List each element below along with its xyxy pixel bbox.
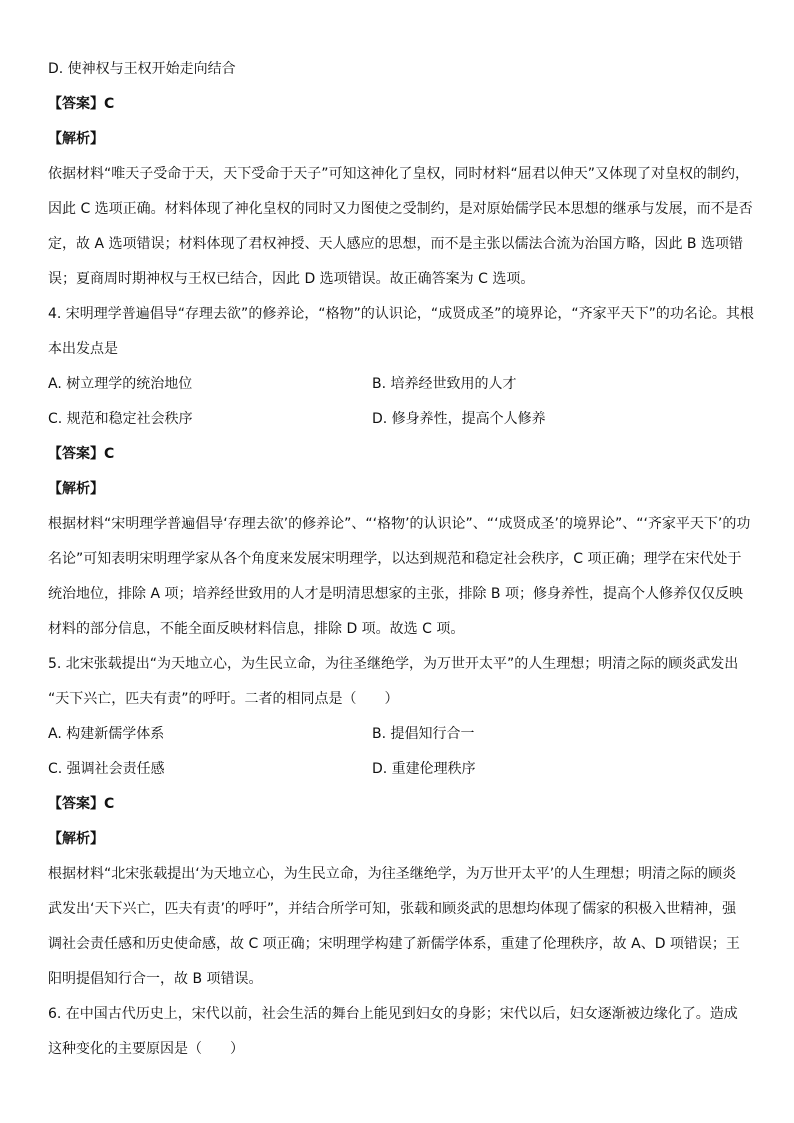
- q5-analysis-line: 调社会责任感和历史使命感，故 C 项正确；宋明理学构建了新儒学体系，重建了伦理秩序，故 A、D 项错误；王: [48, 936, 740, 952]
- q5-options-row-2: [48, 752, 748, 787]
- q5-option-a: A. 构建新儒学体系: [48, 726, 165, 742]
- q6-stem-line: 6. 在中国古代历史上，宋代以前，社会生活的舞台上能见到妇女的身影；宋代以后，妇女逐渐被边缘化了。造成: [48, 1006, 738, 1022]
- q5-analysis-line: 阳明提倡知行合一，故 B 项错误。: [48, 971, 263, 987]
- q5-analysis-line: 根据材料“北宋张载提出‘为天地立心，为生民立命，为往圣继绝学，为万世开太平’的人生理想；明清之际的顾炎: [48, 866, 737, 882]
- q4-stem-line: 4. 宋明理学普遍倡导“存理去欲”的修养论，“格物”的认识论，“成贤成圣”的境界论，“齐家平天下”的功名论。其根: [48, 306, 754, 322]
- document-page: [48, 52, 754, 1067]
- q4-options-row-2: [48, 402, 748, 437]
- q5-option-c: C. 强调社会责任感: [48, 761, 165, 777]
- q4-option-b: B. 培养经世致用的人才: [372, 376, 517, 392]
- q5-analysis-label: 【解析】: [48, 831, 104, 847]
- q5-stem-line: “天下兴亡，匹夫有责”的呼吁。二者的相同点是（ ）: [48, 691, 399, 707]
- q5-options-row-1: [48, 717, 748, 752]
- q6-stem-line: 这种变化的主要原因是（ ）: [48, 1041, 244, 1057]
- q4-analysis-label: 【解析】: [48, 481, 104, 497]
- q4-option-a: A. 树立理学的统治地位: [48, 376, 193, 392]
- q4-analysis-line: 统治地位，排除 A 项；培养经世致用的人才是明清思想家的主张，排除 B 项；修身养性，提高个人修养仅仅反映: [48, 586, 743, 602]
- q4-analysis-line: 根据材料“宋明理学普遍倡导‘存理去欲’的修养论”、“‘格物’的认识论”、“‘成贤成圣’的境界论”、“‘齐家平天下’的功: [48, 516, 751, 532]
- q5-analysis-line: 武发出‘天下兴亡，匹夫有责’的呼吁”，并结合所学可知，张载和顾炎武的思想均体现了儒家的积极入世精神，强: [48, 901, 737, 917]
- q5-option-d: D. 重建伦理秩序: [372, 761, 476, 777]
- q4-analysis-line: 材料的部分信息，不能全面反映材料信息，排除 D 项。故选 C 项。: [48, 621, 465, 637]
- q5-option-b: B. 提倡知行合一: [372, 726, 475, 742]
- q5-answer: 【答案】C: [48, 796, 115, 812]
- q3-analysis-line: 误；夏商周时期神权与王权已结合，因此 D 选项错误。故正确答案为 C 选项。: [48, 271, 535, 287]
- q3-analysis-line: 依据材料“唯天子受命于天，天下受命于天子”可知这神化了皇权，同时材料“屈君以伸天”又体现了对皇权的制约，: [48, 166, 750, 182]
- q3-analysis-line: 因此 C 选项正确。材料体现了神化皇权的同时又力图使之受制约，是对原始儒学民本思想的继承与发展，而不是否: [48, 201, 753, 217]
- q4-option-c: C. 规范和稳定社会秩序: [48, 411, 193, 427]
- q4-stem-line: 本出发点是: [48, 341, 118, 357]
- q3-option-d: D. 使神权与王权开始走向结合: [48, 61, 236, 77]
- q4-options-row-1: [48, 367, 748, 402]
- q3-answer: 【答案】C: [48, 96, 115, 112]
- q5-stem-line: 5. 北宋张载提出“为天地立心，为生民立命，为往圣继绝学，为万世开太平”的人生理想；明清之际的顾炎武发出: [48, 656, 739, 672]
- q4-option-d: D. 修身养性，提高个人修养: [372, 411, 546, 427]
- q4-analysis-line: 名论”可知表明宋明理学家从各个角度来发展宋明理学，以达到规范和稳定社会秩序，C 项正确；理学在宋代处于: [48, 551, 742, 567]
- q3-analysis-line: 定，故 A 选项错误；材料体现了君权神授、天人感应的思想，而不是主张以儒法合流为治国方略，因此 B 选项错: [48, 236, 743, 252]
- q4-answer: 【答案】C: [48, 446, 115, 462]
- q3-analysis-label: 【解析】: [48, 131, 104, 147]
